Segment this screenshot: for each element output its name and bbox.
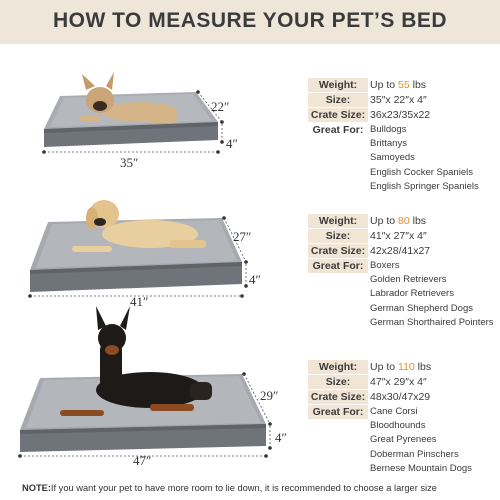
weight-label: Weight: <box>308 360 368 374</box>
breed-item: Labrador Retrievers <box>370 288 454 300</box>
size-value: 41″x 27″x 4″ <box>370 230 427 242</box>
breed-item: Bernese Mountain Dogs <box>370 462 472 474</box>
width-dimension: 47″ <box>133 453 152 468</box>
size-label: Size: <box>308 93 368 107</box>
breed-item: Boxers <box>370 260 400 271</box>
title-banner <box>0 0 500 44</box>
medium-bed-illustration <box>0 190 300 310</box>
breed-list <box>370 405 472 476</box>
height-dimension: 4″ <box>249 272 261 287</box>
breed-item: Doberman Pinschers <box>370 448 459 460</box>
crate-label: Crate Size: <box>308 244 368 258</box>
breed-item: Brittanys <box>370 138 407 150</box>
breed-item: Bulldogs <box>370 124 407 135</box>
weight-label: Weight: <box>308 214 368 228</box>
size-label: Size: <box>308 375 368 389</box>
great-for-label: Great For: <box>312 124 364 136</box>
breed-item: Cane Corsi <box>370 406 418 417</box>
depth-dimension: 29″ <box>260 388 279 403</box>
great-for-label: Great For: <box>308 405 368 419</box>
weight-value: Up to 55 lbs <box>370 79 427 91</box>
breed-item: Bloodhounds <box>370 420 426 432</box>
great-for-label: Great For: <box>308 259 368 273</box>
breed-item: German Shepherd Dogs <box>370 302 473 314</box>
breed-item: English Springer Spaniels <box>370 180 479 192</box>
height-dimension: 4″ <box>226 136 238 151</box>
crate-label: Crate Size: <box>308 390 368 404</box>
crate-value: 36x23/35x22 <box>370 109 431 121</box>
small-bed-illustration <box>0 60 300 180</box>
crate-value: 42x28/41x27 <box>370 245 431 257</box>
depth-dimension: 27″ <box>233 229 252 244</box>
note-label: NOTE: <box>22 483 51 493</box>
breed-item: Great Pyrenees <box>370 434 437 446</box>
size-label: Size: <box>308 229 368 243</box>
width-dimension: 35″ <box>120 155 139 170</box>
height-dimension: 4″ <box>275 430 287 445</box>
weight-value: Up to 110 lbs <box>370 361 432 373</box>
breed-item: English Cocker Spaniels <box>370 166 473 178</box>
width-dimension: 41″ <box>130 294 149 309</box>
size-value: 35″x 22″x 4″ <box>370 94 427 106</box>
bed-section-large <box>0 300 500 480</box>
breed-item: Samoyeds <box>370 152 415 164</box>
breed-item: Golden Retrievers <box>370 274 447 286</box>
crate-label: Crate Size: <box>308 108 368 122</box>
weight-value: Up to 80 lbs <box>370 215 427 227</box>
page-title: HOW TO MEASURE YOUR PET’S BED <box>52 9 448 32</box>
note-text: If you want your pet to have more room to lie down, it is recommended to choose a larger size <box>50 483 437 493</box>
weight-label: Weight: <box>308 78 368 92</box>
depth-dimension: 22″ <box>211 99 230 114</box>
size-note <box>22 483 492 493</box>
bed-section-small <box>0 60 500 195</box>
crate-value: 48x30/47x29 <box>370 391 431 403</box>
size-value: 47″x 29″x 4″ <box>370 376 427 388</box>
breed-list <box>370 123 479 194</box>
breed-item: German Shorthaired Pointers <box>370 316 494 328</box>
